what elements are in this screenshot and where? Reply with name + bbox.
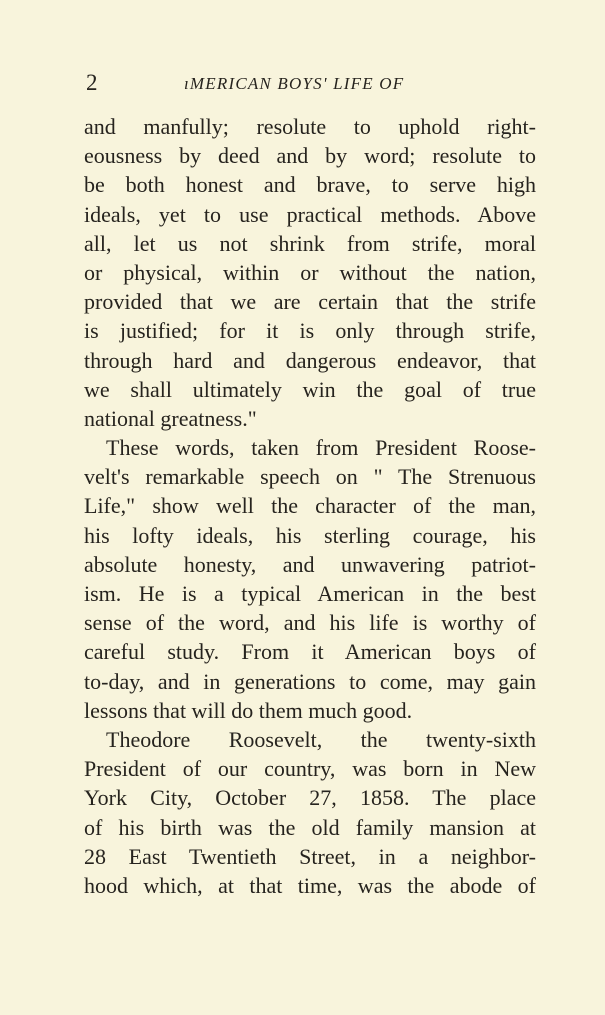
text-line: eousness by deed and by word; resolute to — [84, 143, 536, 169]
text-line: Life," show well the character of the man, — [84, 493, 536, 519]
paragraph-2 — [84, 433, 536, 725]
text-line: is justified; for it is only through strife, — [84, 318, 536, 344]
text-line: These words, taken from President Roose- — [106, 435, 536, 461]
text-line: lessons that will do them much good. — [84, 697, 413, 723]
text-line: careful study. From it American boys of — [84, 639, 536, 665]
paragraph-1 — [84, 112, 536, 433]
body-text — [84, 112, 536, 900]
text-line: through hard and dangerous endeavor, that — [84, 347, 536, 373]
text-line: 28 East Twentieth Street, in a neighbor- — [84, 843, 536, 869]
text-line: be both honest and brave, to serve high — [84, 172, 536, 198]
text-line: ism. He is a typical American in the best — [84, 581, 536, 606]
text-line: to-day, and in generations to come, may gain — [84, 668, 536, 694]
page-number: 2 — [86, 70, 98, 95]
running-head: ıMERICAN BOYS' LIFE OF — [184, 74, 405, 93]
text-line: absolute honesty, and unwavering patriot- — [84, 551, 536, 577]
text-line: provided that we are certain that the strife — [84, 289, 536, 315]
text-line: Theodore Roosevelt, the twenty-sixth — [106, 726, 536, 752]
text-line: national greatness." — [84, 405, 257, 431]
page-header — [83, 68, 543, 98]
text-line: velt's remarkable speech on " The Strenuous — [84, 464, 536, 490]
text-line: York City, October 27, 1858. The place — [84, 785, 536, 811]
paragraph-3 — [84, 725, 536, 900]
text-line: sense of the word, and his life is worthy of — [84, 610, 536, 636]
text-line: hood which, at that time, was the abode of — [84, 872, 536, 898]
text-line: or physical, within or without the nation, — [84, 259, 536, 285]
text-line: of his birth was the old family mansion at — [84, 814, 536, 840]
text-line: all, let us not shrink from strife, moral — [84, 230, 536, 256]
text-line: his lofty ideals, his sterling courage, his — [84, 522, 536, 548]
text-line: we shall ultimately win the goal of true — [84, 376, 536, 402]
text-line: ideals, yet to use practical methods. Above — [84, 201, 536, 227]
text-line: President of our country, was born in New — [84, 756, 536, 782]
text-line: and manfully; resolute to uphold right- — [84, 114, 536, 139]
